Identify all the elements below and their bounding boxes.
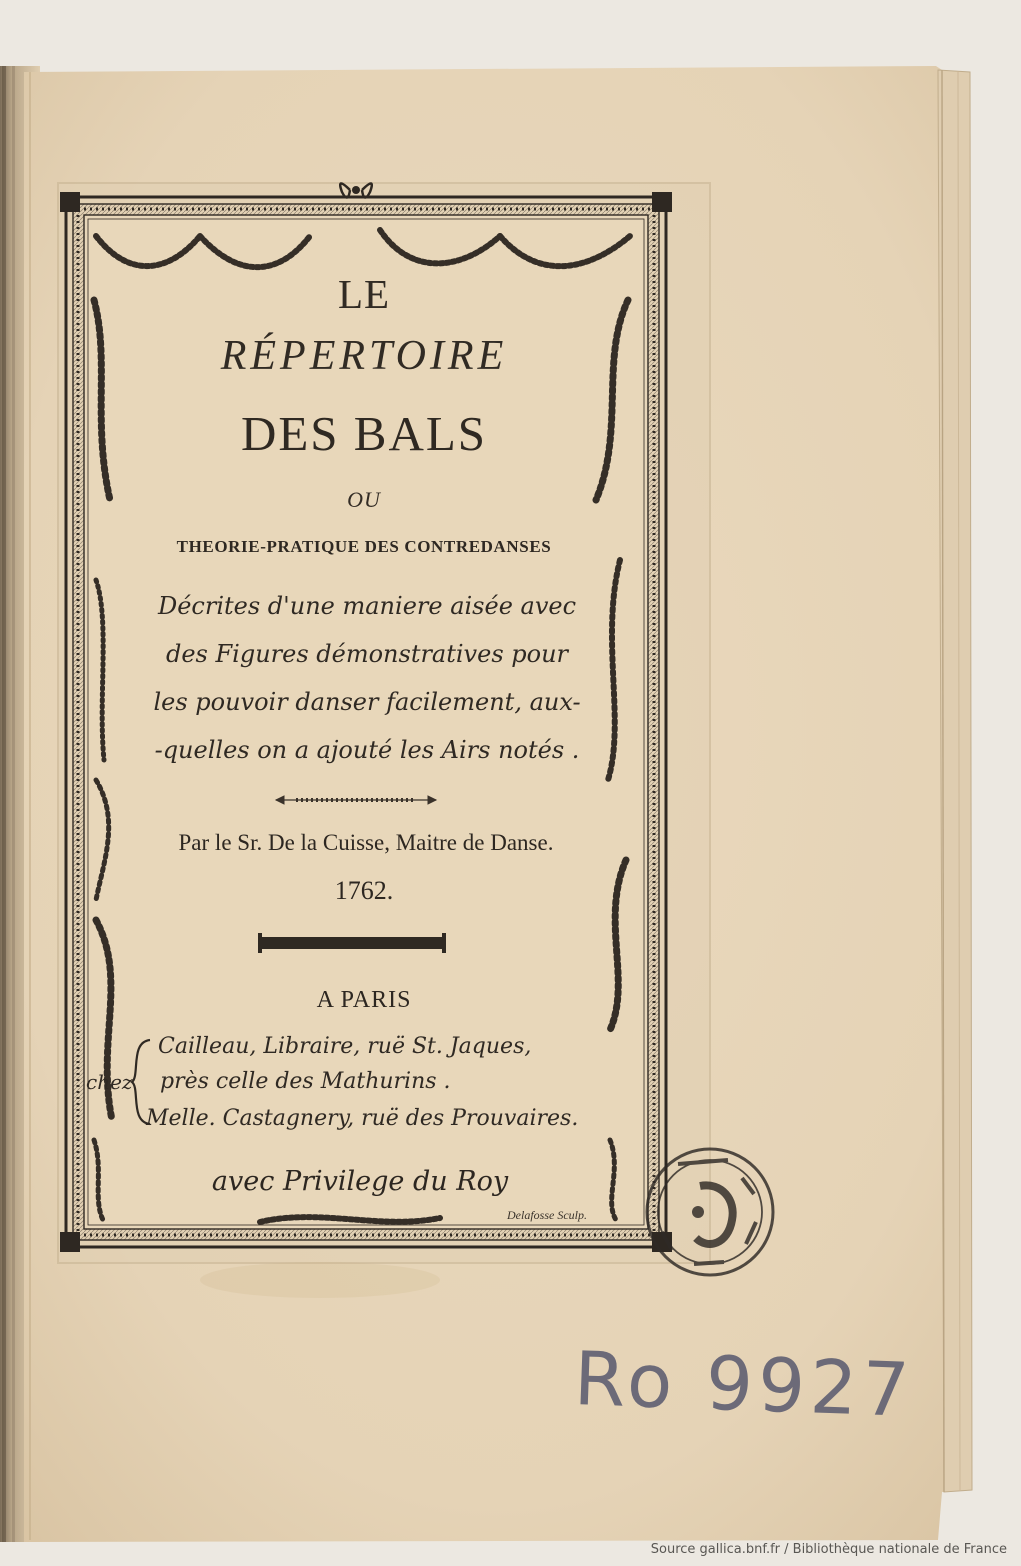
title-line-1: LE <box>337 271 391 317</box>
shelfmark: Ro 9927 <box>572 1336 916 1434</box>
description-line: -quelles on a ajouté les Airs notés . <box>154 736 580 764</box>
description <box>92 582 642 774</box>
description-line: des Figures démonstratives pour <box>165 640 569 668</box>
title-conjunction: OU <box>347 487 381 512</box>
address-line: Melle. Castagnery, ruë des Prouvaires. <box>146 1106 579 1131</box>
subtitle: THEORIE-PRATIQUE DES CONTREDANSES <box>176 537 552 556</box>
description-line: les pouvoir danser facilement, aux- <box>153 688 581 716</box>
title-line-2: RÉPERTOIRE <box>220 333 508 379</box>
chez-label: chez <box>86 1070 133 1094</box>
privilege-line: avec Privilege du Roy <box>211 1166 509 1197</box>
publication-year: 1762. <box>334 876 394 905</box>
author-line: Par le Sr. De la Cuisse, Maitre de Danse. <box>178 830 554 855</box>
engraver-signature: Delafosse Sculp. <box>507 1208 587 1222</box>
address-line: près celle des Mathurins . <box>160 1069 451 1094</box>
place-of-publication: A PARIS <box>316 987 412 1013</box>
source-credit: Source gallica.bnf.fr / Bibliothèque nationale de France <box>650 1542 1007 1557</box>
title-line-3: DES BALS <box>240 406 488 461</box>
address-line: Cailleau, Libraire, ruë St. Jaques, <box>158 1034 532 1059</box>
description-line: Décrites d'une maniere aisée avec <box>157 592 577 620</box>
